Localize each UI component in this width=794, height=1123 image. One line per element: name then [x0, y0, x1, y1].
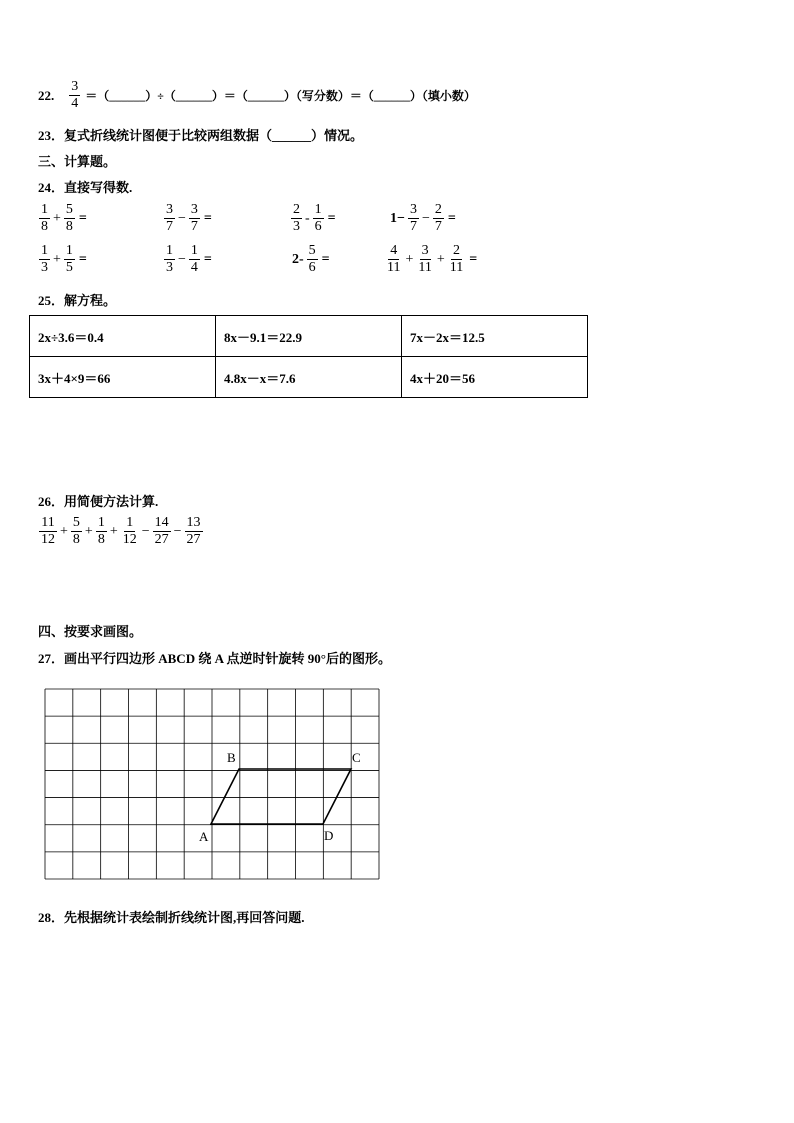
fraction: $\frac{13}{27}$ — [186, 515, 201, 547]
question-27: 27．画出平行四边形 ABCD 绕 A 点逆时针旋转 90°后的图形。 — [38, 651, 391, 666]
question-23: 23．复式折线统计图便于比较两组数据（______）情况。 — [38, 128, 364, 143]
question-28: 28．先根据统计表绘制折线统计图,再回答问题. — [38, 910, 305, 925]
equation-cell: 7x－2x＝12.5 — [402, 316, 588, 357]
operator: − — [141, 523, 150, 539]
operator: 1− — [390, 210, 405, 226]
operator: 2- — [292, 251, 304, 267]
equals-sign: = — [469, 251, 478, 267]
simplify-expression — [38, 516, 204, 547]
operator: + — [53, 210, 61, 226]
fraction: $\frac{1}{3}$ — [166, 243, 173, 275]
fraction: $\frac{3}{7}$ — [166, 202, 173, 234]
operator: + — [84, 523, 93, 539]
question-22-blanks: ＝（______）÷（______）＝（______）（写分数）＝（______）（填小数） — [85, 89, 476, 103]
equation-cell: 4.8x－x＝7.6 — [216, 357, 402, 398]
table-row — [30, 357, 588, 398]
operator: − — [421, 210, 430, 226]
operator: + — [60, 523, 68, 539]
operator: − — [178, 251, 186, 267]
quick-calc-item — [388, 203, 456, 234]
vertex-label-b: B — [227, 750, 236, 765]
operator: − — [178, 210, 186, 226]
fraction: $\frac{11}{12}$ — [41, 515, 55, 547]
quick-calc-item — [290, 203, 336, 234]
question-22-number: 22. — [38, 87, 55, 103]
quick-calc-item — [38, 203, 87, 234]
fraction: $\frac{3}{7}$ — [409, 202, 417, 234]
operator: + — [436, 251, 445, 267]
section-3-heading: 三、计算题。 — [38, 154, 117, 169]
question-25-title: 25．解方程。 — [38, 293, 117, 308]
equals-sign: = — [203, 251, 212, 267]
fraction: $\frac{1}{5}$ — [65, 243, 73, 275]
fraction: $\frac{1}{12}$ — [122, 515, 137, 547]
quick-calc-item — [384, 244, 477, 275]
vertex-label-c: C — [352, 750, 361, 765]
fraction: $\frac{1}{4}$ — [190, 243, 198, 275]
equation-cell: 3x＋4×9＝66 — [30, 357, 216, 398]
table-row — [30, 316, 588, 357]
grid-svg — [44, 688, 384, 884]
fraction: $\frac{5}{8}$ — [65, 202, 73, 234]
section-4-heading: 四、按要求画图。 — [38, 624, 143, 639]
operator: + — [405, 251, 414, 267]
quick-calc-item — [163, 203, 212, 234]
equals-sign: = — [203, 210, 212, 226]
equals-sign: = — [327, 210, 336, 226]
fraction: $\frac{2}{3}$ — [293, 202, 300, 234]
fraction: $\frac{4}{11}$ — [387, 243, 401, 275]
fraction: $\frac{14}{27}$ — [154, 515, 169, 547]
equals-sign: = — [78, 210, 87, 226]
equation-table — [29, 315, 588, 398]
vertex-label-a: A — [199, 829, 209, 844]
operator: - — [305, 210, 310, 226]
equation-cell: 2x÷3.6＝0.4 — [30, 316, 216, 357]
fraction: $\frac{1}{6}$ — [314, 202, 322, 234]
operator: + — [109, 523, 118, 539]
question-24-title: 24．直接写得数. — [38, 180, 133, 195]
equals-sign: = — [447, 210, 456, 226]
fraction: $\frac{3}{7}$ — [190, 202, 198, 234]
equals-sign: = — [321, 251, 330, 267]
question-22 — [38, 80, 476, 111]
drawing-grid — [44, 688, 384, 889]
parallelogram-abcd — [211, 769, 351, 824]
fraction: $\frac{1}{8}$ — [97, 515, 105, 547]
equation-cell: 8x－9.1＝22.9 — [216, 316, 402, 357]
quick-calc-item — [38, 244, 87, 275]
fraction: $\frac{1}{3}$ — [41, 243, 48, 275]
fraction: $\frac{3}{11}$ — [418, 243, 432, 275]
operator: − — [173, 523, 182, 539]
quick-calc-item — [163, 244, 212, 275]
fraction: $\frac{2}{11}$ — [449, 243, 464, 275]
equation-cell: 4x＋20＝56 — [402, 357, 588, 398]
fraction-three-quarters: $\frac{3}{4}$ — [71, 79, 79, 111]
fraction: $\frac{5}{8}$ — [72, 515, 80, 547]
vertex-label-d: D — [324, 828, 334, 843]
fraction: $\frac{5}{6}$ — [308, 243, 316, 275]
fraction: $\frac{2}{7}$ — [434, 202, 442, 234]
quick-calc-item — [290, 244, 330, 275]
fraction: $\frac{1}{8}$ — [41, 202, 48, 234]
question-26-title: 26．用简便方法计算. — [38, 494, 159, 509]
equals-sign: = — [78, 251, 87, 267]
operator: + — [53, 251, 61, 267]
